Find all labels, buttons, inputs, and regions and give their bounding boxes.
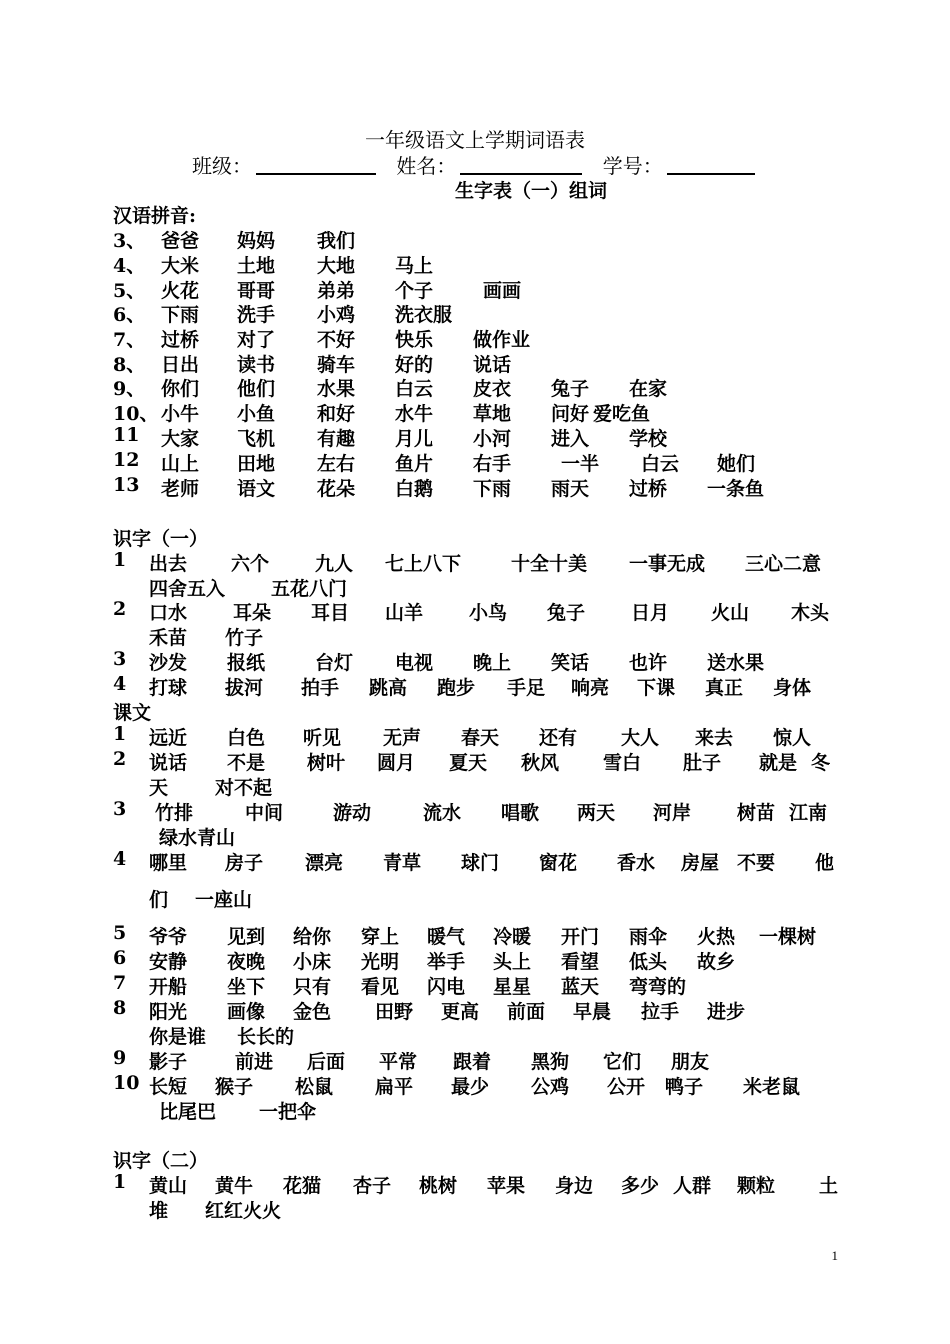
vocab-word: 说话 — [149, 752, 188, 774]
vocab-word: 五花八门 — [271, 578, 348, 600]
vocab-word: 小鸡 — [317, 304, 356, 326]
vocab-word: 白云 — [641, 453, 680, 475]
vocab-word: 问好 — [551, 403, 590, 425]
vocab-word: 小鸟 — [469, 602, 508, 624]
vocab-word: 树叶 — [307, 752, 346, 774]
vocab-word: 他 — [815, 852, 835, 874]
item-number: 4、 — [113, 255, 146, 277]
list-item — [113, 226, 838, 250]
vocab-word: 鱼片 — [395, 453, 434, 475]
vocab-word: 下雨 — [473, 478, 512, 500]
vocab-word: 耳目 — [311, 602, 350, 624]
vocab-word: 电视 — [395, 652, 434, 674]
vocab-word: 画画 — [483, 280, 522, 302]
vocab-word: 雨天 — [551, 478, 590, 500]
vocab-word: 读书 — [237, 354, 276, 376]
item-number: 2 — [113, 598, 127, 620]
vocab-word: 学校 — [629, 428, 668, 450]
vocab-word: 秋风 — [521, 752, 560, 774]
vocab-word: 大家 — [161, 428, 200, 450]
item-number: 7、 — [113, 329, 146, 351]
item-number: 2 — [113, 748, 127, 770]
vocab-word: 皮衣 — [473, 378, 512, 400]
vocab-word: 苹果 — [487, 1175, 526, 1197]
vocab-word: 画像 — [227, 1001, 266, 1023]
vocab-word: 爱吃鱼 — [593, 403, 651, 425]
vocab-word: 猴子 — [215, 1076, 254, 1098]
vocab-word: 土地 — [237, 255, 276, 277]
list-item — [113, 848, 838, 872]
vocab-word: 一条鱼 — [707, 478, 765, 500]
id-label: 学号： — [602, 154, 663, 178]
vocab-word: 打球 — [149, 677, 188, 699]
vocab-word: 火热 — [697, 926, 736, 948]
list-item — [113, 723, 838, 747]
vocab-word: 雨伞 — [629, 926, 668, 948]
vocab-word: 十全十美 — [511, 553, 588, 575]
vocab-word: 雪白 — [603, 752, 642, 774]
vocab-word: 洗手 — [237, 304, 276, 326]
vocab-word: 蓝天 — [561, 976, 600, 998]
list-item — [113, 648, 838, 672]
vocab-word: 快乐 — [395, 329, 434, 351]
item-number: 6、 — [113, 304, 146, 326]
vocab-word: 朋友 — [671, 1051, 710, 1073]
vocab-word: 台灯 — [315, 652, 354, 674]
list-item — [113, 300, 838, 324]
vocab-word: 房子 — [225, 852, 264, 874]
vocab-word: 一事无成 — [629, 553, 706, 575]
list-item — [113, 798, 838, 822]
vocab-word: 人群 — [673, 1175, 712, 1197]
vocab-word: 身体 — [773, 677, 812, 699]
vocab-word: 黄牛 — [215, 1175, 254, 1197]
vocab-word: 江南 — [789, 802, 828, 824]
vocab-word: 弯弯的 — [629, 976, 687, 998]
vocab-word: 说话 — [473, 354, 512, 376]
vocab-word: 见到 — [227, 926, 266, 948]
vocab-word: 唱歌 — [501, 802, 540, 824]
list-item — [113, 424, 838, 448]
name-field[interactable] — [460, 153, 582, 175]
vocab-word: 出去 — [149, 553, 188, 575]
list-item — [113, 997, 838, 1021]
vocab-word: 日出 — [161, 354, 200, 376]
vocab-word: 花朵 — [317, 478, 356, 500]
vocab-word: 响亮 — [571, 677, 610, 699]
item-number: 4 — [113, 673, 127, 695]
vocab-word: 骑车 — [317, 354, 356, 376]
name-label: 姓名： — [396, 154, 457, 178]
section-subtitle: 生字表（一）组词 — [455, 180, 608, 202]
vocab-word: 窗花 — [539, 852, 578, 874]
vocab-word: 长短 — [149, 1076, 188, 1098]
vocab-word: 田地 — [237, 453, 276, 475]
vocab-word: 九人 — [315, 553, 354, 575]
vocab-word: 大地 — [317, 255, 356, 277]
vocab-word: 四舍五入 — [149, 578, 226, 600]
vocab-word: 前面 — [507, 1001, 546, 1023]
item-number: 3、 — [113, 230, 146, 252]
vocab-word: 火山 — [711, 602, 750, 624]
vocab-word: 看见 — [361, 976, 400, 998]
vocab-word: 还有 — [539, 727, 578, 749]
vocab-word: 做作业 — [473, 329, 531, 351]
vocab-word: 拔河 — [225, 677, 264, 699]
vocab-word: 黄山 — [149, 1175, 188, 1197]
vocab-word: 下雨 — [161, 304, 200, 326]
vocab-word: 报纸 — [227, 652, 266, 674]
vocab-word: 夏天 — [449, 752, 488, 774]
vocab-word: 中间 — [245, 802, 284, 824]
item-number: 9、 — [113, 378, 146, 400]
vocab-word: 我们 — [317, 230, 356, 252]
list-item — [113, 947, 838, 971]
vocab-word: 白云 — [395, 378, 434, 400]
section-heading-kewen: 课文 — [113, 702, 152, 724]
vocab-word: 低头 — [629, 951, 668, 973]
list-item — [113, 474, 838, 498]
vocab-word: 闪电 — [427, 976, 466, 998]
vocab-word: 看望 — [561, 951, 600, 973]
vocab-word: 小牛 — [161, 403, 200, 425]
vocab-word: 无声 — [383, 727, 422, 749]
vocab-word: 坐下 — [227, 976, 266, 998]
vocab-word: 跳高 — [369, 677, 408, 699]
list-item — [113, 374, 838, 398]
item-number: 7 — [113, 972, 127, 994]
vocab-word: 下课 — [637, 677, 676, 699]
vocab-word: 冷暖 — [493, 926, 532, 948]
vocab-word: 洗衣服 — [395, 304, 453, 326]
vocab-word: 对了 — [237, 329, 276, 351]
item-number: 4 — [113, 848, 127, 870]
item-number: 13 — [113, 474, 140, 496]
vocab-word: 它们 — [603, 1051, 642, 1073]
vocab-word: 影子 — [149, 1051, 188, 1073]
vocab-word: 安静 — [149, 951, 188, 973]
vocab-word: 平常 — [379, 1051, 418, 1073]
vocab-word: 老师 — [161, 478, 200, 500]
list-item — [113, 748, 838, 772]
vocab-word: 弟弟 — [317, 280, 356, 302]
item-number: 1 — [113, 1171, 127, 1193]
list-item — [113, 1072, 838, 1096]
vocab-word: 大米 — [161, 255, 200, 277]
vocab-word: 小河 — [473, 428, 512, 450]
vocab-word: 拉手 — [641, 1001, 680, 1023]
vocab-word: 天 — [149, 777, 169, 799]
vocab-word: 跑步 — [437, 677, 476, 699]
list-item — [113, 1171, 838, 1195]
vocab-word: 开门 — [561, 926, 600, 948]
vocab-word: 月儿 — [395, 428, 434, 450]
vocab-word: 火花 — [161, 280, 200, 302]
vocab-word: 送水果 — [707, 652, 765, 674]
vocab-word: 暖气 — [427, 926, 466, 948]
vocab-word: 语文 — [237, 478, 276, 500]
item-number: 1 — [113, 549, 127, 571]
section-heading-pinyin: 汉语拼音: — [113, 205, 197, 227]
vocab-word: 飞机 — [237, 428, 276, 450]
vocab-word: 颗粒 — [737, 1175, 776, 1197]
vocab-word: 和好 — [317, 403, 356, 425]
vocab-word: 兔子 — [551, 378, 590, 400]
id-field[interactable] — [667, 153, 755, 175]
vocab-word: 三心二意 — [745, 553, 822, 575]
vocab-word: 听见 — [303, 727, 342, 749]
vocab-word: 好的 — [395, 354, 434, 376]
vocab-word: 冬 — [811, 752, 831, 774]
vocab-word: 白色 — [227, 727, 266, 749]
vocab-word: 只有 — [293, 976, 332, 998]
vocab-word: 漂亮 — [305, 852, 344, 874]
vocab-word: 田野 — [375, 1001, 414, 1023]
vocab-word: 穿上 — [361, 926, 400, 948]
vocab-word: 一半 — [561, 453, 600, 475]
student-info-line — [192, 150, 769, 179]
vocab-word: 小鱼 — [237, 403, 276, 425]
vocab-word: 后面 — [307, 1051, 346, 1073]
vocab-word: 房屋 — [681, 852, 720, 874]
vocab-word: 爸爸 — [161, 230, 200, 252]
vocab-word: 木头 — [791, 602, 830, 624]
vocab-word: 们 — [149, 889, 169, 911]
vocab-word: 圆月 — [377, 752, 416, 774]
vocab-word: 一棵树 — [759, 926, 817, 948]
item-number: 8 — [113, 997, 127, 1019]
vocab-word: 给你 — [293, 926, 332, 948]
list-item — [113, 251, 838, 275]
vocab-word: 游动 — [333, 802, 372, 824]
vocab-word: 绿水青山 — [159, 827, 236, 849]
vocab-word: 星星 — [493, 976, 532, 998]
vocab-word: 竹子 — [225, 627, 264, 649]
vocab-word: 光明 — [361, 951, 400, 973]
vocab-word: 金色 — [293, 1001, 332, 1023]
vocab-word: 水果 — [317, 378, 356, 400]
vocab-word: 山羊 — [385, 602, 424, 624]
list-item — [113, 399, 838, 423]
vocab-word: 不要 — [737, 852, 776, 874]
vocab-word: 口水 — [149, 602, 188, 624]
vocab-word: 头上 — [493, 951, 532, 973]
vocab-word: 香水 — [617, 852, 656, 874]
list-item — [113, 276, 838, 300]
vocab-word: 耳朵 — [233, 602, 272, 624]
vocab-word: 流水 — [423, 802, 462, 824]
vocab-word: 白鹅 — [395, 478, 434, 500]
vocab-word: 春天 — [461, 727, 500, 749]
vocab-word: 小床 — [293, 951, 332, 973]
vocab-word: 手足 — [507, 677, 546, 699]
vocab-word: 米老鼠 — [743, 1076, 801, 1098]
vocab-word: 你是谁 — [149, 1026, 207, 1048]
vocab-word: 你们 — [161, 378, 200, 400]
list-item — [113, 598, 838, 622]
vocab-word: 沙发 — [149, 652, 188, 674]
vocab-word: 跟着 — [453, 1051, 492, 1073]
vocab-word: 山上 — [161, 453, 200, 475]
vocab-word: 公开 — [607, 1076, 646, 1098]
item-number: 1 — [113, 723, 127, 745]
vocab-word: 就是 — [759, 752, 798, 774]
vocab-word: 公鸡 — [531, 1076, 570, 1098]
vocab-word: 哪里 — [149, 852, 188, 874]
page-number: 1 — [831, 1248, 838, 1263]
vocab-word: 早晨 — [573, 1001, 612, 1023]
vocab-word: 比尾巴 — [159, 1101, 217, 1123]
list-item — [113, 673, 838, 697]
list-item — [113, 1047, 838, 1071]
vocab-word: 过桥 — [161, 329, 200, 351]
vocab-word: 花猫 — [283, 1175, 322, 1197]
vocab-word: 红红火火 — [205, 1200, 282, 1222]
item-number: 3 — [113, 648, 127, 670]
vocab-word: 过桥 — [629, 478, 668, 500]
vocab-word: 黑狗 — [531, 1051, 570, 1073]
vocab-word: 左右 — [317, 453, 356, 475]
vocab-word: 右手 — [473, 453, 512, 475]
vocab-word: 肚子 — [683, 752, 722, 774]
item-number: 10 — [113, 1072, 140, 1094]
vocab-word: 真正 — [705, 677, 744, 699]
item-number: 5 — [113, 922, 127, 944]
class-label: 班级： — [192, 154, 252, 178]
vocab-word: 更高 — [441, 1001, 480, 1023]
vocab-word: 兔子 — [547, 602, 586, 624]
vocab-word: 草地 — [473, 403, 512, 425]
vocab-word: 拍手 — [301, 677, 340, 699]
list-item — [113, 350, 838, 374]
vocab-word: 故乡 — [697, 951, 736, 973]
list-item — [113, 972, 838, 996]
vocab-word: 夜晚 — [227, 951, 266, 973]
vocab-word: 松鼠 — [295, 1076, 334, 1098]
list-item — [113, 325, 838, 349]
vocab-word: 土 — [819, 1175, 839, 1197]
vocab-word: 远近 — [149, 727, 188, 749]
item-number: 8、 — [113, 354, 146, 376]
item-number: 3 — [113, 798, 127, 820]
list-item — [113, 922, 838, 946]
vocab-word: 不是 — [227, 752, 266, 774]
list-item — [113, 549, 838, 573]
vocab-word: 六个 — [231, 553, 270, 575]
vocab-word: 对不起 — [215, 777, 273, 799]
vocab-word: 水牛 — [395, 403, 434, 425]
vocab-word: 爷爷 — [149, 926, 188, 948]
vocab-word: 来去 — [695, 727, 734, 749]
vocab-word: 他们 — [237, 378, 276, 400]
item-number: 6 — [113, 947, 127, 969]
vocab-word: 树苗 — [737, 802, 776, 824]
vocab-word: 长长的 — [237, 1026, 295, 1048]
vocab-word: 不好 — [317, 329, 356, 351]
vocab-word: 妈妈 — [237, 230, 276, 252]
vocab-word: 晚上 — [473, 652, 512, 674]
vocab-word: 桃树 — [419, 1175, 458, 1197]
vocab-word: 进步 — [707, 1001, 746, 1023]
vocab-word: 最少 — [451, 1076, 490, 1098]
vocab-word: 惊人 — [773, 727, 812, 749]
item-number: 9 — [113, 1047, 127, 1069]
item-number: 12 — [113, 449, 140, 471]
vocab-word: 个子 — [395, 280, 434, 302]
vocab-word: 扁平 — [375, 1076, 414, 1098]
vocab-word: 日月 — [631, 602, 670, 624]
vocab-word: 有趣 — [317, 428, 356, 450]
page-title: 一年级语文上学期词语表 — [365, 128, 585, 152]
vocab-word: 马上 — [395, 255, 434, 277]
vocab-word: 笑话 — [551, 652, 590, 674]
item-number: 11 — [113, 424, 140, 446]
vocab-word: 多少 — [621, 1175, 660, 1197]
vocab-word: 开船 — [149, 976, 188, 998]
section-heading-shizi1: 识字（一） — [113, 528, 209, 550]
vocab-word: 青草 — [383, 852, 422, 874]
list-item — [113, 449, 838, 473]
item-number: 10、 — [113, 403, 159, 425]
vocab-word: 也许 — [629, 652, 668, 674]
vocab-word: 身边 — [555, 1175, 594, 1197]
vocab-word: 堆 — [149, 1200, 169, 1222]
vocab-word: 阳光 — [149, 1001, 188, 1023]
vocab-word: 她们 — [717, 453, 756, 475]
vocab-word: 七上八下 — [385, 553, 462, 575]
vocab-word: 进入 — [551, 428, 590, 450]
vocab-word: 大人 — [621, 727, 660, 749]
vocab-word: 前进 — [235, 1051, 274, 1073]
vocab-word: 两天 — [577, 802, 616, 824]
vocab-word: 哥哥 — [237, 280, 276, 302]
vocab-word: 鸭子 — [665, 1076, 704, 1098]
vocab-word: 在家 — [629, 378, 668, 400]
vocab-word: 球门 — [461, 852, 500, 874]
vocab-word: 禾苗 — [149, 627, 188, 649]
vocab-word: 举手 — [427, 951, 466, 973]
section-heading-shizi2: 识字（二） — [113, 1150, 209, 1172]
class-field[interactable] — [256, 153, 376, 175]
vocab-word: 一把伞 — [259, 1101, 317, 1123]
vocab-word: 一座山 — [195, 889, 253, 911]
vocab-word: 竹排 — [155, 802, 194, 824]
item-number: 5、 — [113, 280, 146, 302]
vocab-word: 杏子 — [353, 1175, 392, 1197]
vocab-word: 河岸 — [653, 802, 692, 824]
